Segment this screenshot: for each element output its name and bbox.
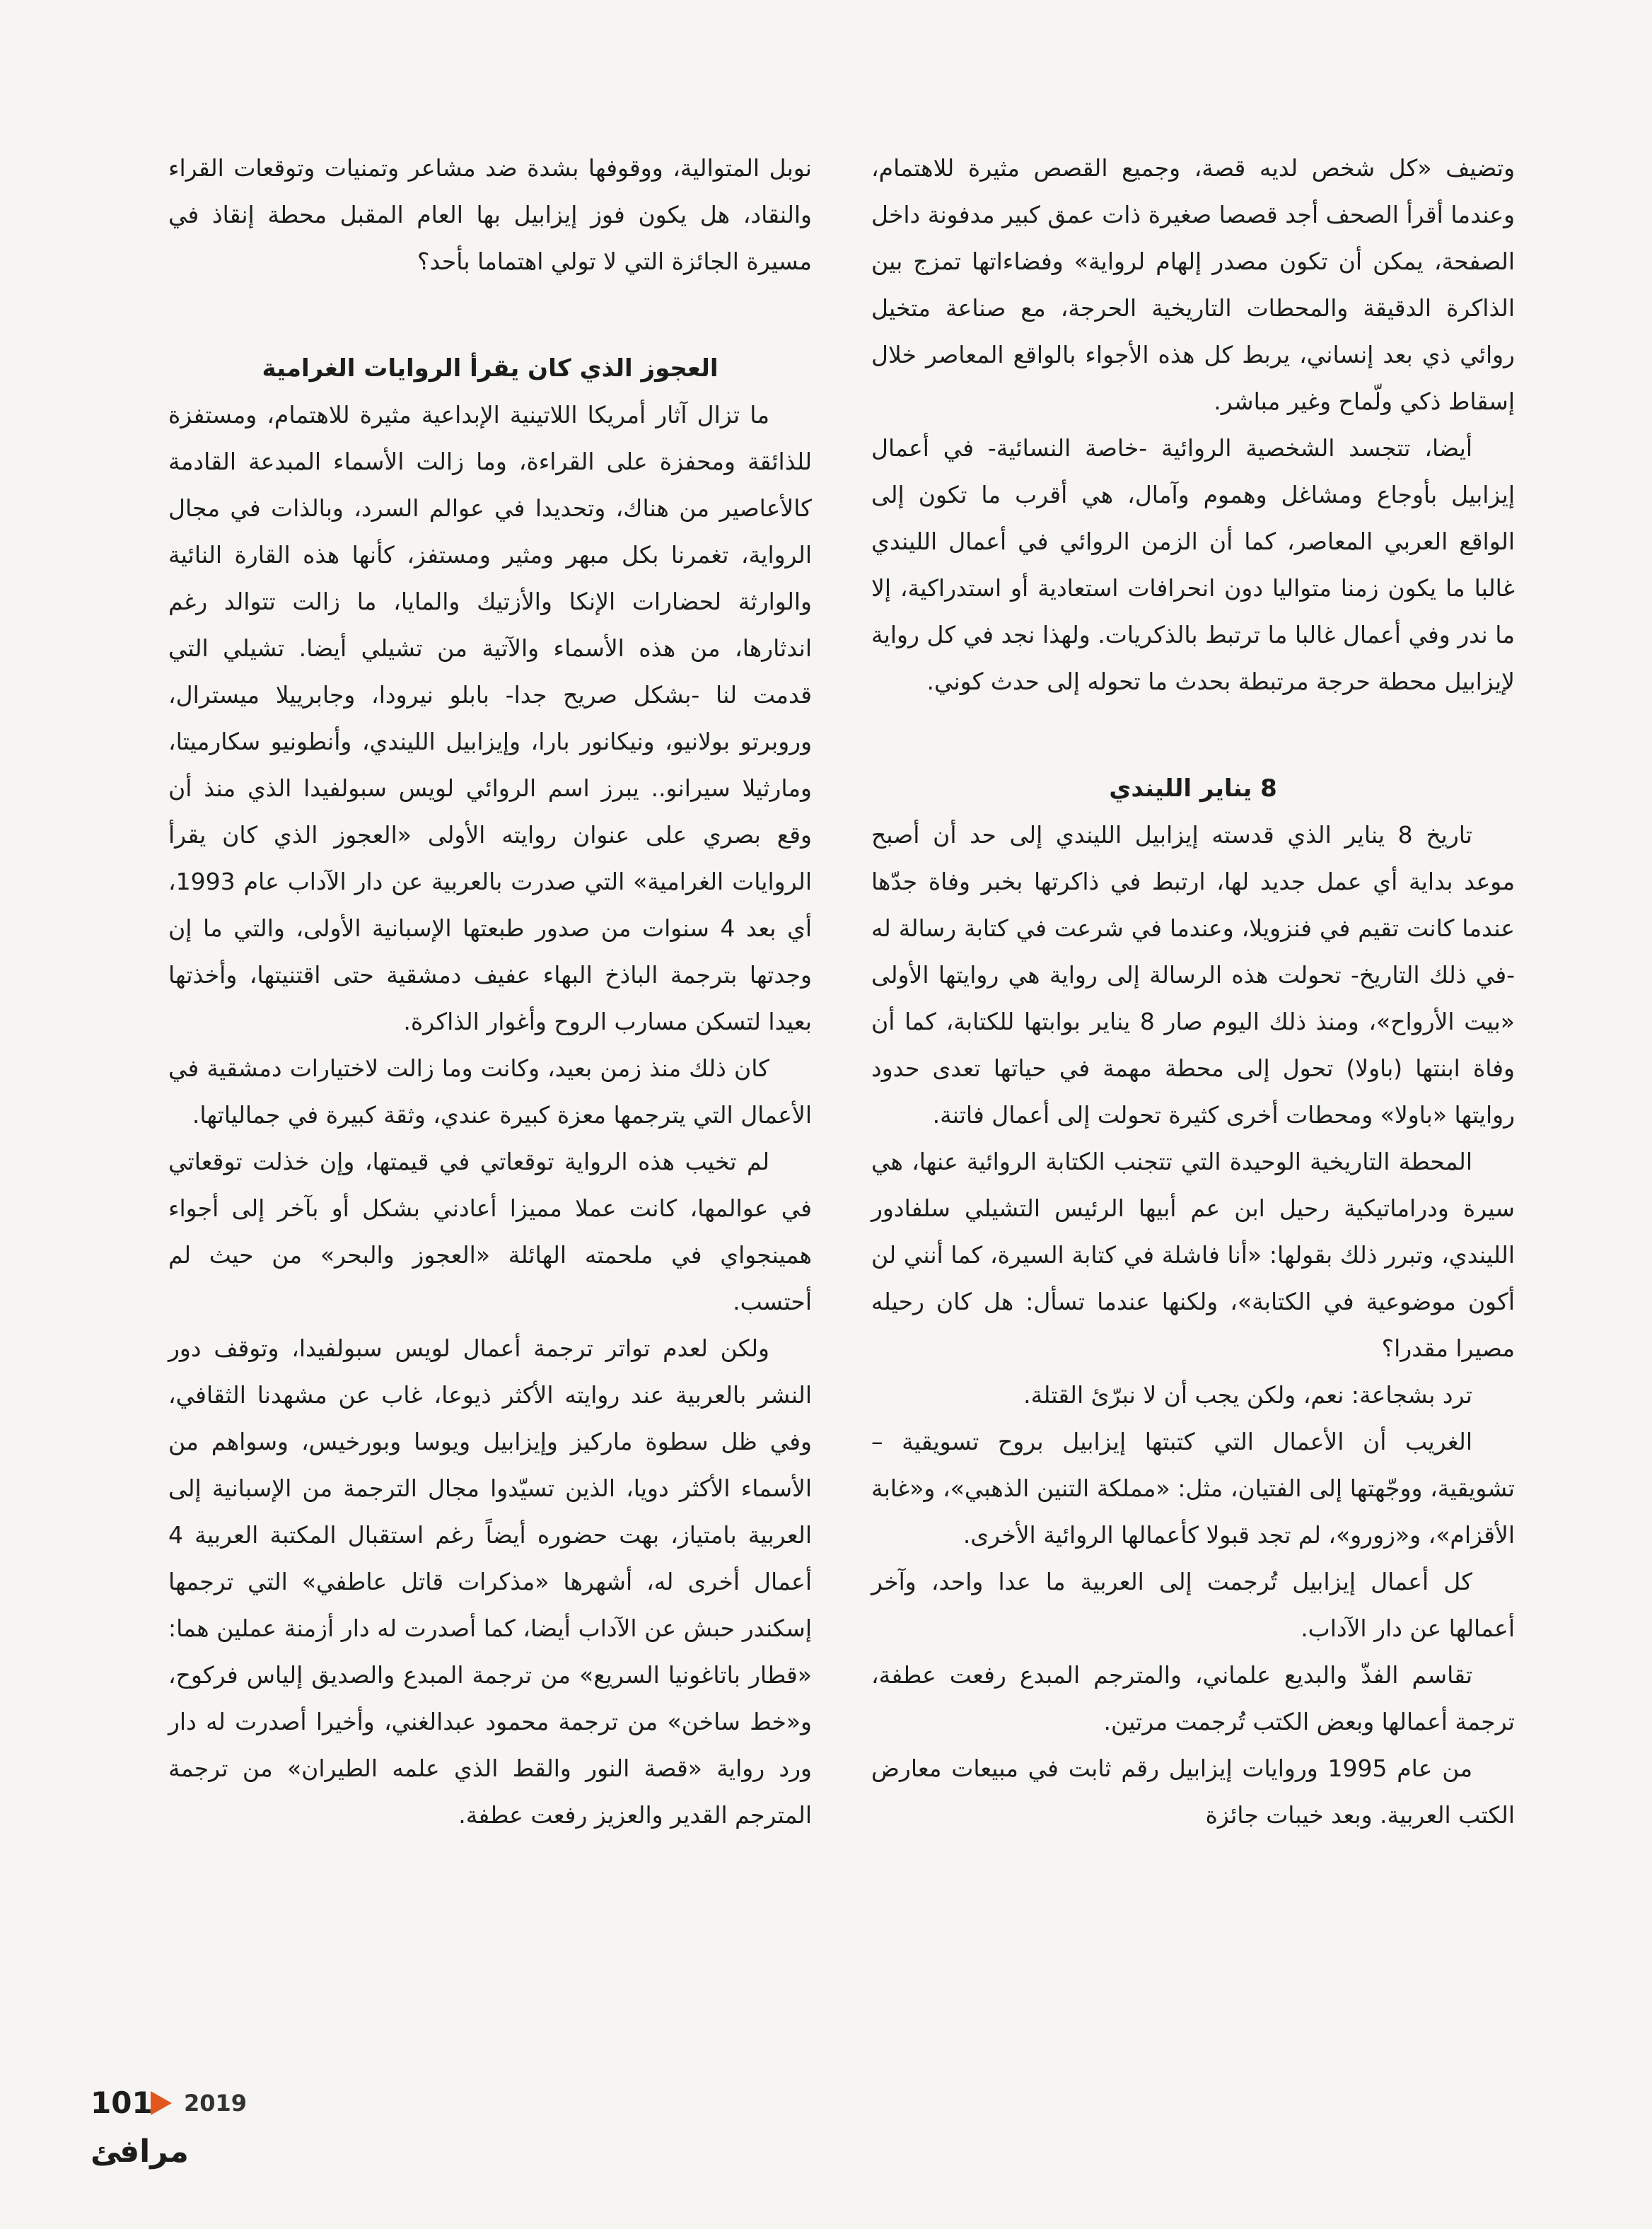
- article-column-left: [168, 145, 812, 1839]
- magazine-name: مرافئ: [91, 2134, 189, 2170]
- page-footer: [78, 2083, 262, 2189]
- paragraph: المحطة التاريخية الوحيدة التي تتجنب الكتابة الروائية عنها، هي سيرة ودراماتيكية رحيل ابن عم أبيها الرئيس التشيلي سلفادور الليندي، وتبرر ذلك بقولها: «أنا فاشلة في كتابة السيرة، كما أنني لن أكون موضوعية في الكتابة»، ولكنها عندما تسأل: هل كان رحيله مصيرا مقدرا؟: [871, 1148, 1515, 1362]
- section-heading: 8 يناير الليندي: [1109, 774, 1277, 803]
- paragraph: من عام 1995 وروايات إيزابيل رقم ثابت في مبيعات معارض الكتب العربية. وبعد خيبات جائزة: [871, 1754, 1515, 1829]
- issue-year: 2019: [184, 2090, 248, 2117]
- paragraph: ما تزال آثار أمريكا اللاتينية الإبداعية مثيرة للاهتمام، ومستفزة للذائقة ومحفزة على القراءة، وما زالت الأسماء المبدعة القادمة كالأعاصير من هناك، وتحديدا في عوالم السرد، وبالذات في مجال الرواية، تغمرنا بكل مبهر ومثير ومستفز، كأنها هذه القارة النائية والوارثة لحضارات الإنكا والأزتيك والمايا، ما زالت تتوالد رغم اندثارها، من هذه الأسماء والآتية من تشيلي أيضا. تشيلي التي قدمت لنا -بشكل صريح جدا- بابلو نيرودا، وجابرييلا ميسترال، وروبرتو بولانيو، ونيكانور بارا، وإيزابيل الليندي، وأنطونيو سكارميتا، ومارثيلا سيرانو.. يبرز اسم الروائي لويس سبولفيدا الذي منذ أن وقع بصري على عنوان روايته الأولى «العجوز الذي كان يقرأ الروايات الغرامية» التي صدرت بالعربية عن دار الآداب عام 1993، أي بعد 4 سنوات من صدور طبعتها الإسبانية الأولى، والتي ما إن وجدتها بترجمة الباذخ البهاء عفيف دمشقية حتى اقتنيتها، وأخذتها بعيدا لتسكن مسارب الروح وأغوار الذاكرة.: [168, 401, 813, 1035]
- paragraph: نوبل المتوالية، ووقوفها بشدة ضد مشاعر وتمنيات وتوقعات القراء والنقاد، هل يكون فوز إيزابيل بها العام المقبل محطة إنقاذ في مسيرة الجائزة التي لا تولي اهتماما بأحد؟: [168, 154, 812, 275]
- paragraph: تاريخ 8 يناير الذي قدسته إيزابيل الليندي إلى حد أن أصبح موعد بداية أي عمل جديد لها، ارتبط في ذاكرتها بخبر وفاة جدّها عندما كانت تقيم في فنزويلا، وعندما في شرعت في كتابة رسالة له -في ذلك التاريخ- تحولت هذه الرسالة إلى رواية هي روايتها الأولى «بيت الأرواح»، ومنذ ذلك اليوم صار 8 يناير بوابتها للكتابة، كما أن وفاة ابنتها (باولا) تحول إلى محطة مهمة في حياتها تعدى حدود روايتها «باولا» ومحطات أخرى كثيرة تحولت إلى أعمال فاتنة.: [871, 821, 1515, 1129]
- page-arrow-icon: [151, 2091, 172, 2115]
- section-heading: العجوز الذي كان يقرأ الروايات الغرامية: [262, 354, 719, 383]
- paragraph: كل أعمال إيزابيل تُرجمت إلى العربية ما عدا واحد، وآخر أعمالها عن دار الآداب.: [871, 1568, 1515, 1642]
- paragraph: ولكن لعدم تواتر ترجمة أعمال لويس سبولفيدا، وتوقف دور النشر بالعربية عند روايته الأكثر ذيوعا، غاب عن مشهدنا الثقافي، وفي ظل سطوة ماركيز وإيزابيل ويوسا وبورخيس، وسواهم من الأسماء الأكثر دويا، الذين تسيّدوا مجال الترجمة من الإسبانية إلى العربية بامتياز، بهت حضوره أيضاً رغم استقبال المكتبة العربية 4 أعمال أخرى له، أشهرها «مذكرات قاتل عاطفي» التي ترجمها إسكندر حبش عن الآداب أيضا، كما أصدرت له دار أزمنة عملين هما: «قطار باتاغونيا السريع» من ترجمة المبدع والصديق إلياس فركوح، و«خط ساخن» من ترجمة محمود عبدالغني، وأخيرا أصدرت له دار ورد رواية «قصة النور والقط الذي علمه الطيران» من ترجمة المترجم القدير والعزيز رفعت عطفة.: [168, 1334, 812, 1829]
- paragraph: لم تخيب هذه الرواية توقعاتي في قيمتها، وإن خذلت توقعاتي في عوالمها، كانت عملا مميزا أعادني بشكل أو بآخر إلى أجواء همينجواي في ملحمته الهائلة «العجوز والبحر» من حيث لم أحتسب.: [168, 1148, 812, 1315]
- paragraph: ترد بشجاعة: نعم، ولكن يجب أن لا نبرّئ القتلة.: [1023, 1381, 1472, 1409]
- paragraph: كان ذلك منذ زمن بعيد، وكانت وما زالت لاختيارات دمشقية في الأعمال التي يترجمها معزة كبيرة عندي، وثقة كبيرة في جمالياتها.: [168, 1054, 812, 1129]
- paragraph: تقاسم الفذّ والبديع علماني، والمترجم المبدع رفعت عطفة، ترجمة أعمالها وبعض الكتب تُرجمت مرتين.: [871, 1661, 1515, 1735]
- paragraph: الغريب أن الأعمال التي كتبتها إيزابيل بروح تسويقية – تشويقية، ووجّهتها إلى الفتيان، مثل: «مملكة التنين الذهبي»، و«غابة الأقزام»، و«زورو»، لم تجد قبولا كأعمالها الروائية الأخرى.: [871, 1428, 1515, 1549]
- paragraph: أيضا، تتجسد الشخصية الروائية -خاصة النسائية- في أعمال إيزابيل بأوجاع ومشاغل وهموم وآمال، هي أقرب ما تكون إلى الواقع العربي المعاصر، كما أن الزمن الروائي في أعمال الليندي غالبا ما يكون زمنا متواليا دون انحرافات استعادية أو استدراكية، إلا ما ندر وفي أعمال غالبا ما ترتبط بالذكريات. ولهذا نجد في كل رواية لإيزابيل محطة حرجة مرتبطة بحدث ما تحوله إلى حدث كوني.: [871, 434, 1515, 695]
- paragraph: وتضيف «كل شخص لديه قصة، وجميع القصص مثيرة للاهتمام، وعندما أقرأ الصحف أجد قصصا صغيرة ذات عمق كبير مدفونة داخل الصفحة، يمكن أن تكون مصدر إلهام لرواية» وفضاءاتها تمزج بين الذاكرة الدقيقة والمحطات التاريخية الحرجة، مع صناعة متخيل روائي ذي بعد إنساني، يربط كل هذه الأجواء بالواقع المعاصر خلال إسقاط ذكي ولّماح وغير مباشر.: [871, 154, 1515, 415]
- article-column-right: [871, 145, 1515, 1839]
- page-number: 101: [91, 2085, 153, 2120]
